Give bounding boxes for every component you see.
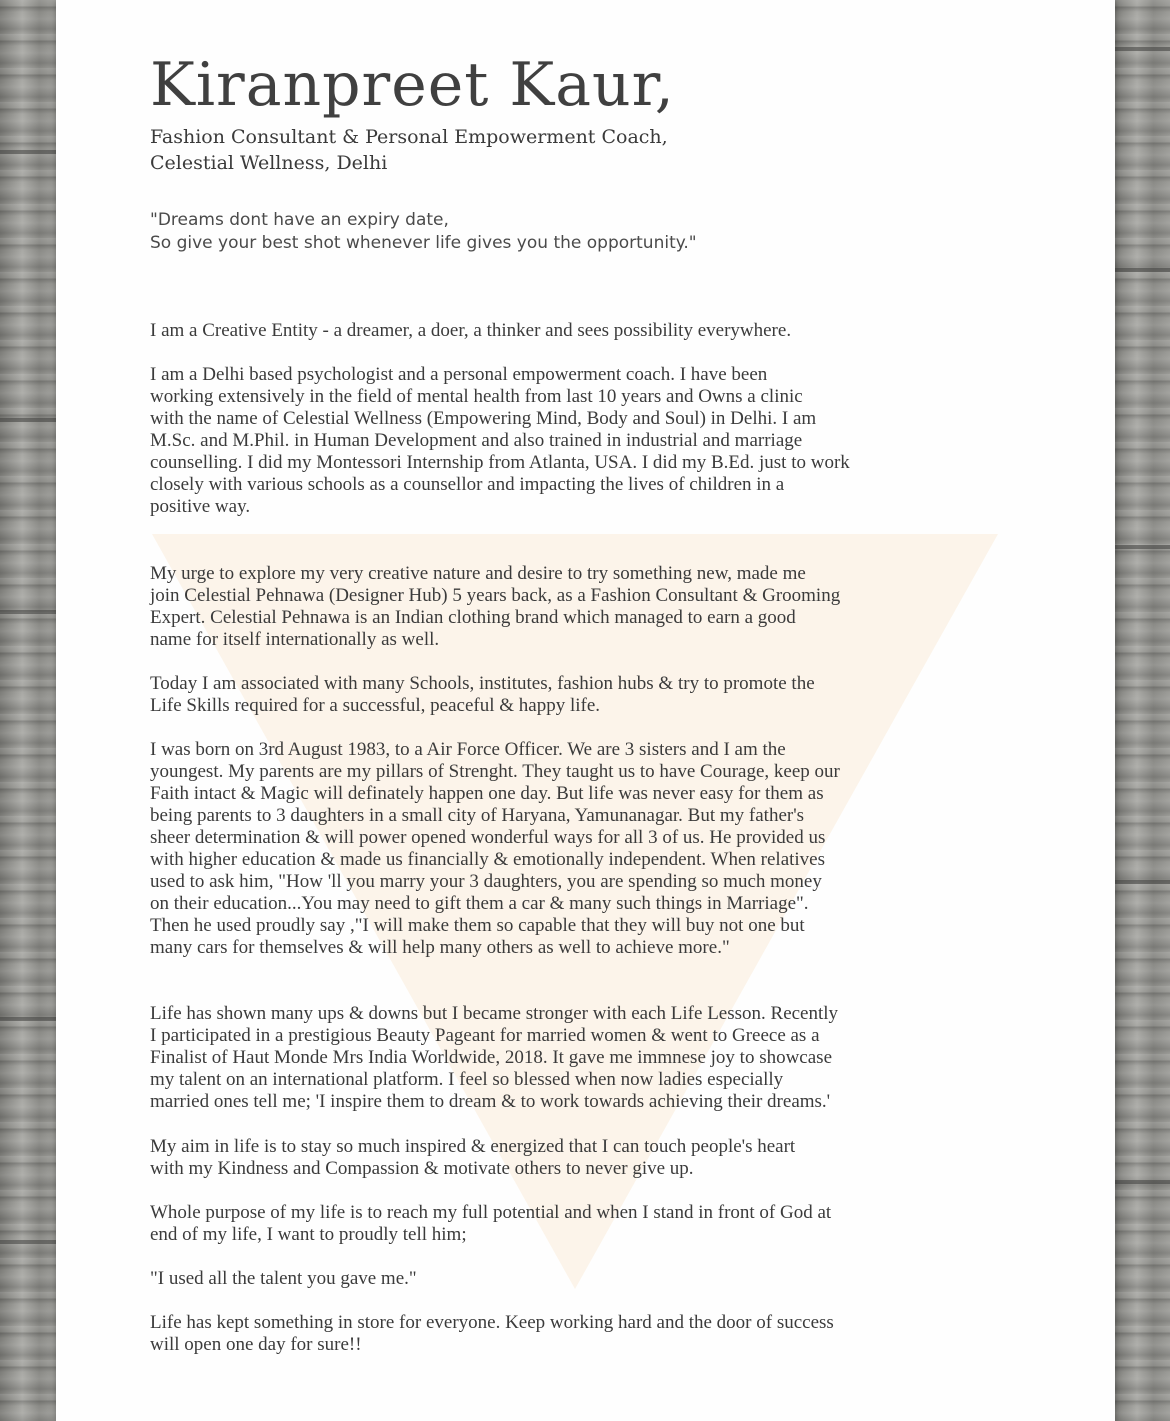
paragraph-purpose: Whole purpose of my life is to reach my full potential and when I stand in front of God at end of my life, I want to proudly tell him;: [150, 1202, 832, 1245]
paragraph-psychologist: I am a Delhi based psychologist and a personal empowerment coach. I have been working extensively in the field of mental health from last 10 years and Owns a clinic with the name of Celestial Wellness (Empowering Mind, Body and Soul) in Delhi. I am M.Sc. and M.Phil. in Human Development and also trained in industrial and marriage counselling. I did my Montessori Internship from Atlanta, USA. I did my B.Ed. just to work closely with various schools as a counsellor and impacting the lives of children in a positive way.: [150, 364, 850, 517]
wood-background-right: [1115, 0, 1170, 1421]
plank-gap: [1115, 545, 1170, 549]
plank-gap: [0, 150, 56, 154]
opening-quote: [150, 209, 697, 255]
plank-gap: [0, 418, 56, 422]
plank-gap: [0, 610, 56, 614]
plank-gap: [1115, 1180, 1170, 1184]
plank-gap: [1115, 47, 1170, 51]
paragraph-closing: Life has kept something in store for everyone. Keep working hard and the door of success will open one day for sure!!: [150, 1312, 834, 1355]
paragraph-intro: I am a Creative Entity - a dreamer, a doer, a thinker and sees possibility everywhere.: [150, 320, 792, 341]
plank-gap: [0, 1240, 56, 1244]
paragraph-aim: My aim in life is to stay so much inspired & energized that I can touch people's heart with my Kindness and Compassion & motivate others to never give up.: [150, 1136, 796, 1179]
document-page: [56, 0, 1115, 1421]
quote-line-2: So give your best shot whenever life gives you the opportunity.": [150, 233, 697, 253]
paragraph-associations: Today I am associated with many Schools, institutes, fashion hubs & try to promote the Life Skills required for a successful, peaceful & happy life.: [150, 673, 815, 716]
person-name-heading: Kiranpreet Kaur,: [150, 50, 675, 120]
quote-line-1: "Dreams dont have an expiry date,: [150, 210, 449, 230]
plank-gap: [0, 1017, 56, 1021]
paragraph-family: I was born on 3rd August 1983, to a Air Force Officer. We are 3 sisters and I am the youngest. My parents are my pillars of Strenght. They taught us to have Courage, keep our Faith intact & Magic will definately happen one day. But life was never easy for them as being parents to 3 daughters in a small city of Haryana, Yamunanagar. But my father's sheer determination & will power opened wonderful ways for all 3 of us. He provided us with higher education & made us financially & emotionally independent. When relatives used to ask him, "How 'll you marry your 3 daughters, you are spending so much money on their education...You may need to gift them a car & many such things in Marriage". Then he used proudly say ,"I will make them so capable that they will buy not one but many cars for themselves & will help many others as well to achieve more.": [150, 739, 840, 958]
role-subtitle: Fashion Consultant & Personal Empowerment Coach,: [150, 126, 668, 148]
plank-gap: [1115, 268, 1170, 272]
plank-gap: [1115, 880, 1170, 884]
organization-subtitle: Celestial Wellness, Delhi: [150, 152, 388, 174]
wood-background-left: [0, 0, 56, 1421]
paragraph-talent-quote: "I used all the talent you gave me.": [150, 1268, 417, 1289]
paragraph-pageant: Life has shown many ups & downs but I became stronger with each Life Lesson. Recently I participated in a prestigious Beauty Pageant for married women & went to Greece as a Finalist of Haut Monde Mrs India Worldwide, 2018. It gave me immnese joy to showcase my talent on an international platform. I feel so blessed when now ladies especially married ones tell me; 'I inspire them to dream & to work towards achieving their dreams.': [150, 1003, 839, 1112]
paragraph-fashion: My urge to explore my very creative nature and desire to try something new, made me join Celestial Pehnawa (Designer Hub) 5 years back, as a Fashion Consultant & Grooming Expert. Celestial Pehnawa is an Indian clothing brand which managed to earn a good name for itself internationally as well.: [150, 563, 841, 650]
